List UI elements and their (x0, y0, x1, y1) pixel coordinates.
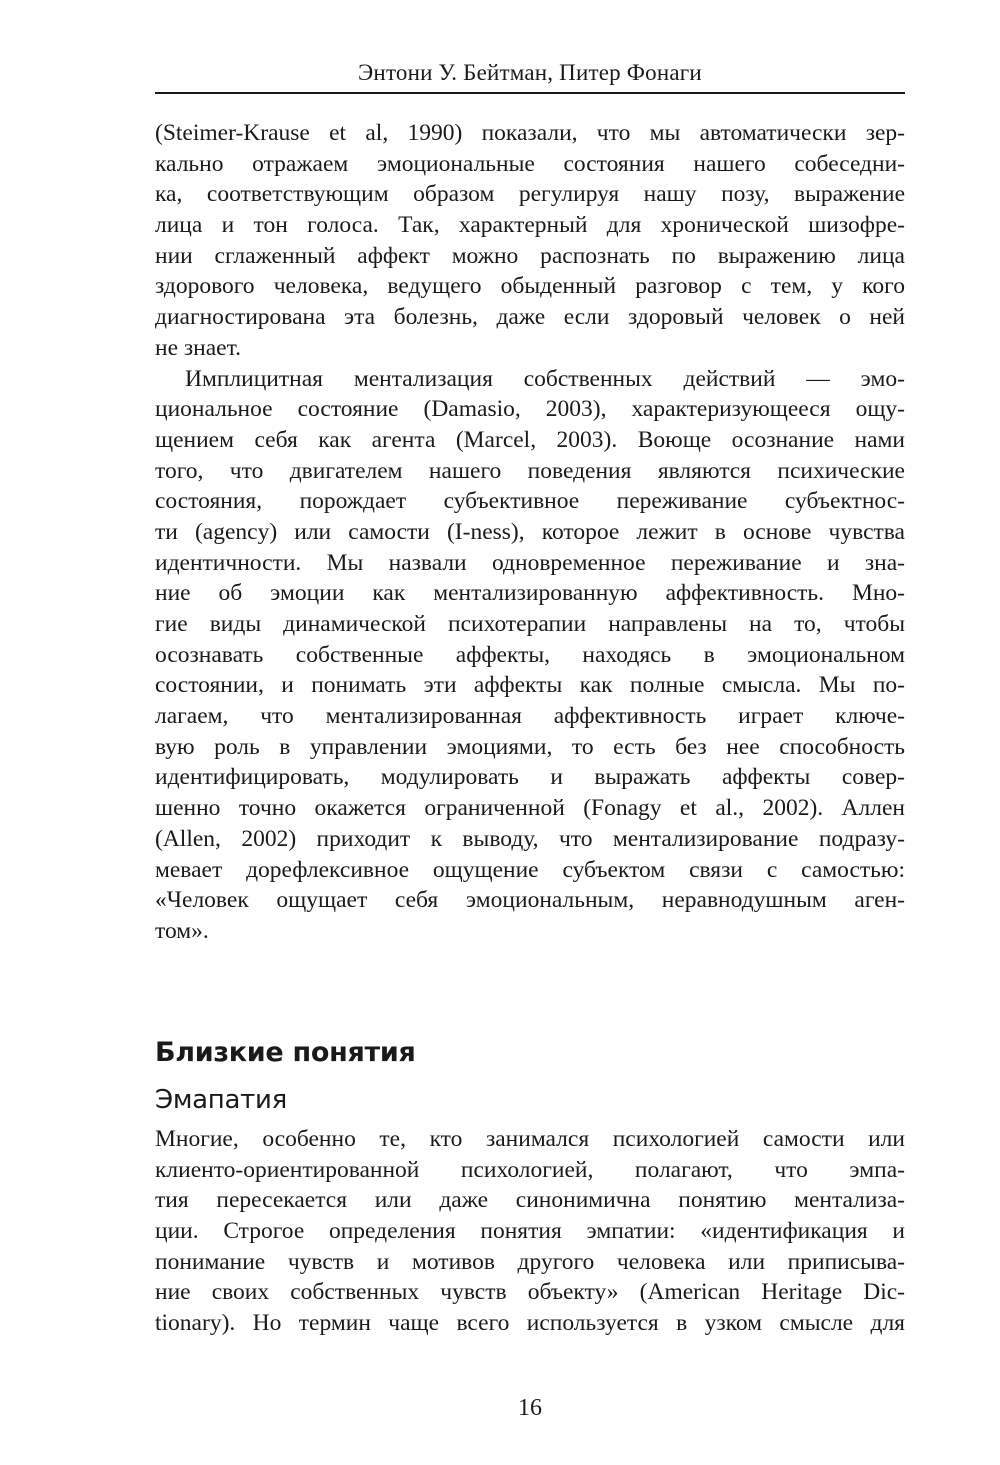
text-line: кально отражаем эмоциональные состояния нашего собеседни- (155, 150, 905, 177)
text-line: ти (agency) или самости (I-ness), которое лежит в основе чувства (155, 518, 905, 545)
body-text-block-2 (155, 1124, 905, 1339)
body-text-block-1 (155, 118, 905, 947)
text-line: состоянии, и понимать эти аффекты как полные смысла. Мы по- (155, 672, 905, 699)
text-line: «Человек ощущает себя эмоциональным, неравнодушным аген- (155, 887, 905, 914)
text-line: ние своих собственных чувств объекту» (American Heritage Dic- (155, 1279, 905, 1306)
text-line: мевает дорефлексивное ощущение субъектом связи с самостью: (155, 856, 905, 883)
text-line: циональное состояние (Damasio, 2003), характеризующееся ощу- (155, 396, 905, 423)
text-line: tionary). Но термин чаще всего используется в узком смысле для (155, 1310, 905, 1337)
running-head: Энтони У. Бейтман, Питер Фонаги (358, 60, 702, 85)
text-line: ние об эмоции как ментализированную аффективность. Мно- (155, 580, 905, 607)
text-line: осознавать собственные аффекты, находясь в эмоциональном (155, 641, 905, 668)
text-line: того, что двигателем нашего поведения являются психические (155, 457, 905, 484)
text-line: ции. Строгое определения понятия эмпатии: «идентификация и (155, 1218, 905, 1245)
text-line: лагаем, что ментализированная аффективность играет ключе- (155, 703, 905, 730)
text-line: ка, соответствующим образом регулируя нашу позу, выражение (155, 181, 905, 208)
text-line: щением себя как агента (Marcel, 2003). Воюще осознание нами (155, 426, 905, 453)
text-line: шенно точно окажется ограниченной (Fonagy et al., 2002). Аллен (155, 795, 905, 822)
text-line: состояния, порождает субъективное переживание субъектнос- (155, 488, 905, 515)
text-line: не знает. (155, 334, 241, 361)
text-line: том». (155, 917, 209, 944)
text-line: клиенто-ориентированной психологией, полагают, что эмпа- (155, 1156, 905, 1183)
text-line: идентичности. Мы назвали одновременное переживание и зна- (155, 549, 905, 576)
text-line: лица и тон голоса. Так, характерный для хронической шизофре- (155, 212, 905, 239)
text-line: Имплицитная ментализация собственных действий — эмо- (185, 365, 905, 392)
text-line: гие виды динамической психотерапии направлены на то, чтобы (155, 611, 905, 637)
text-line: (Allen, 2002) приходит к выводу, что ментализирование подразу- (155, 825, 905, 852)
section-heading: Близкие понятия (155, 1037, 416, 1068)
text-line: понимание чувств и мотивов другого человека или приписыва- (155, 1248, 905, 1275)
text-line: тия пересекается или даже синонимична понятию ментализа- (155, 1187, 905, 1214)
text-line: идентифицировать, модулировать и выражать аффекты совер- (155, 764, 905, 791)
text-line: нии сглаженный аффект можно распознать по выражению лица (155, 242, 905, 269)
sub-heading: Эмапатия (155, 1085, 287, 1115)
page-number: 16 (518, 1395, 542, 1421)
text-line: диагностирована эта болезнь, даже если здоровый человек о ней (155, 304, 905, 331)
text-line: вую роль в управлении эмоциями, то есть без нее способность (155, 733, 905, 760)
header-rule (155, 92, 905, 94)
text-line: (Steimer-Krause et al, 1990) показали, что мы автоматически зер- (155, 120, 905, 146)
text-line: Многие, особенно те, кто занимался психологией самости или (155, 1126, 905, 1152)
text-line: здорового человека, ведущего обыденный разговор с тем, у кого (155, 273, 905, 300)
